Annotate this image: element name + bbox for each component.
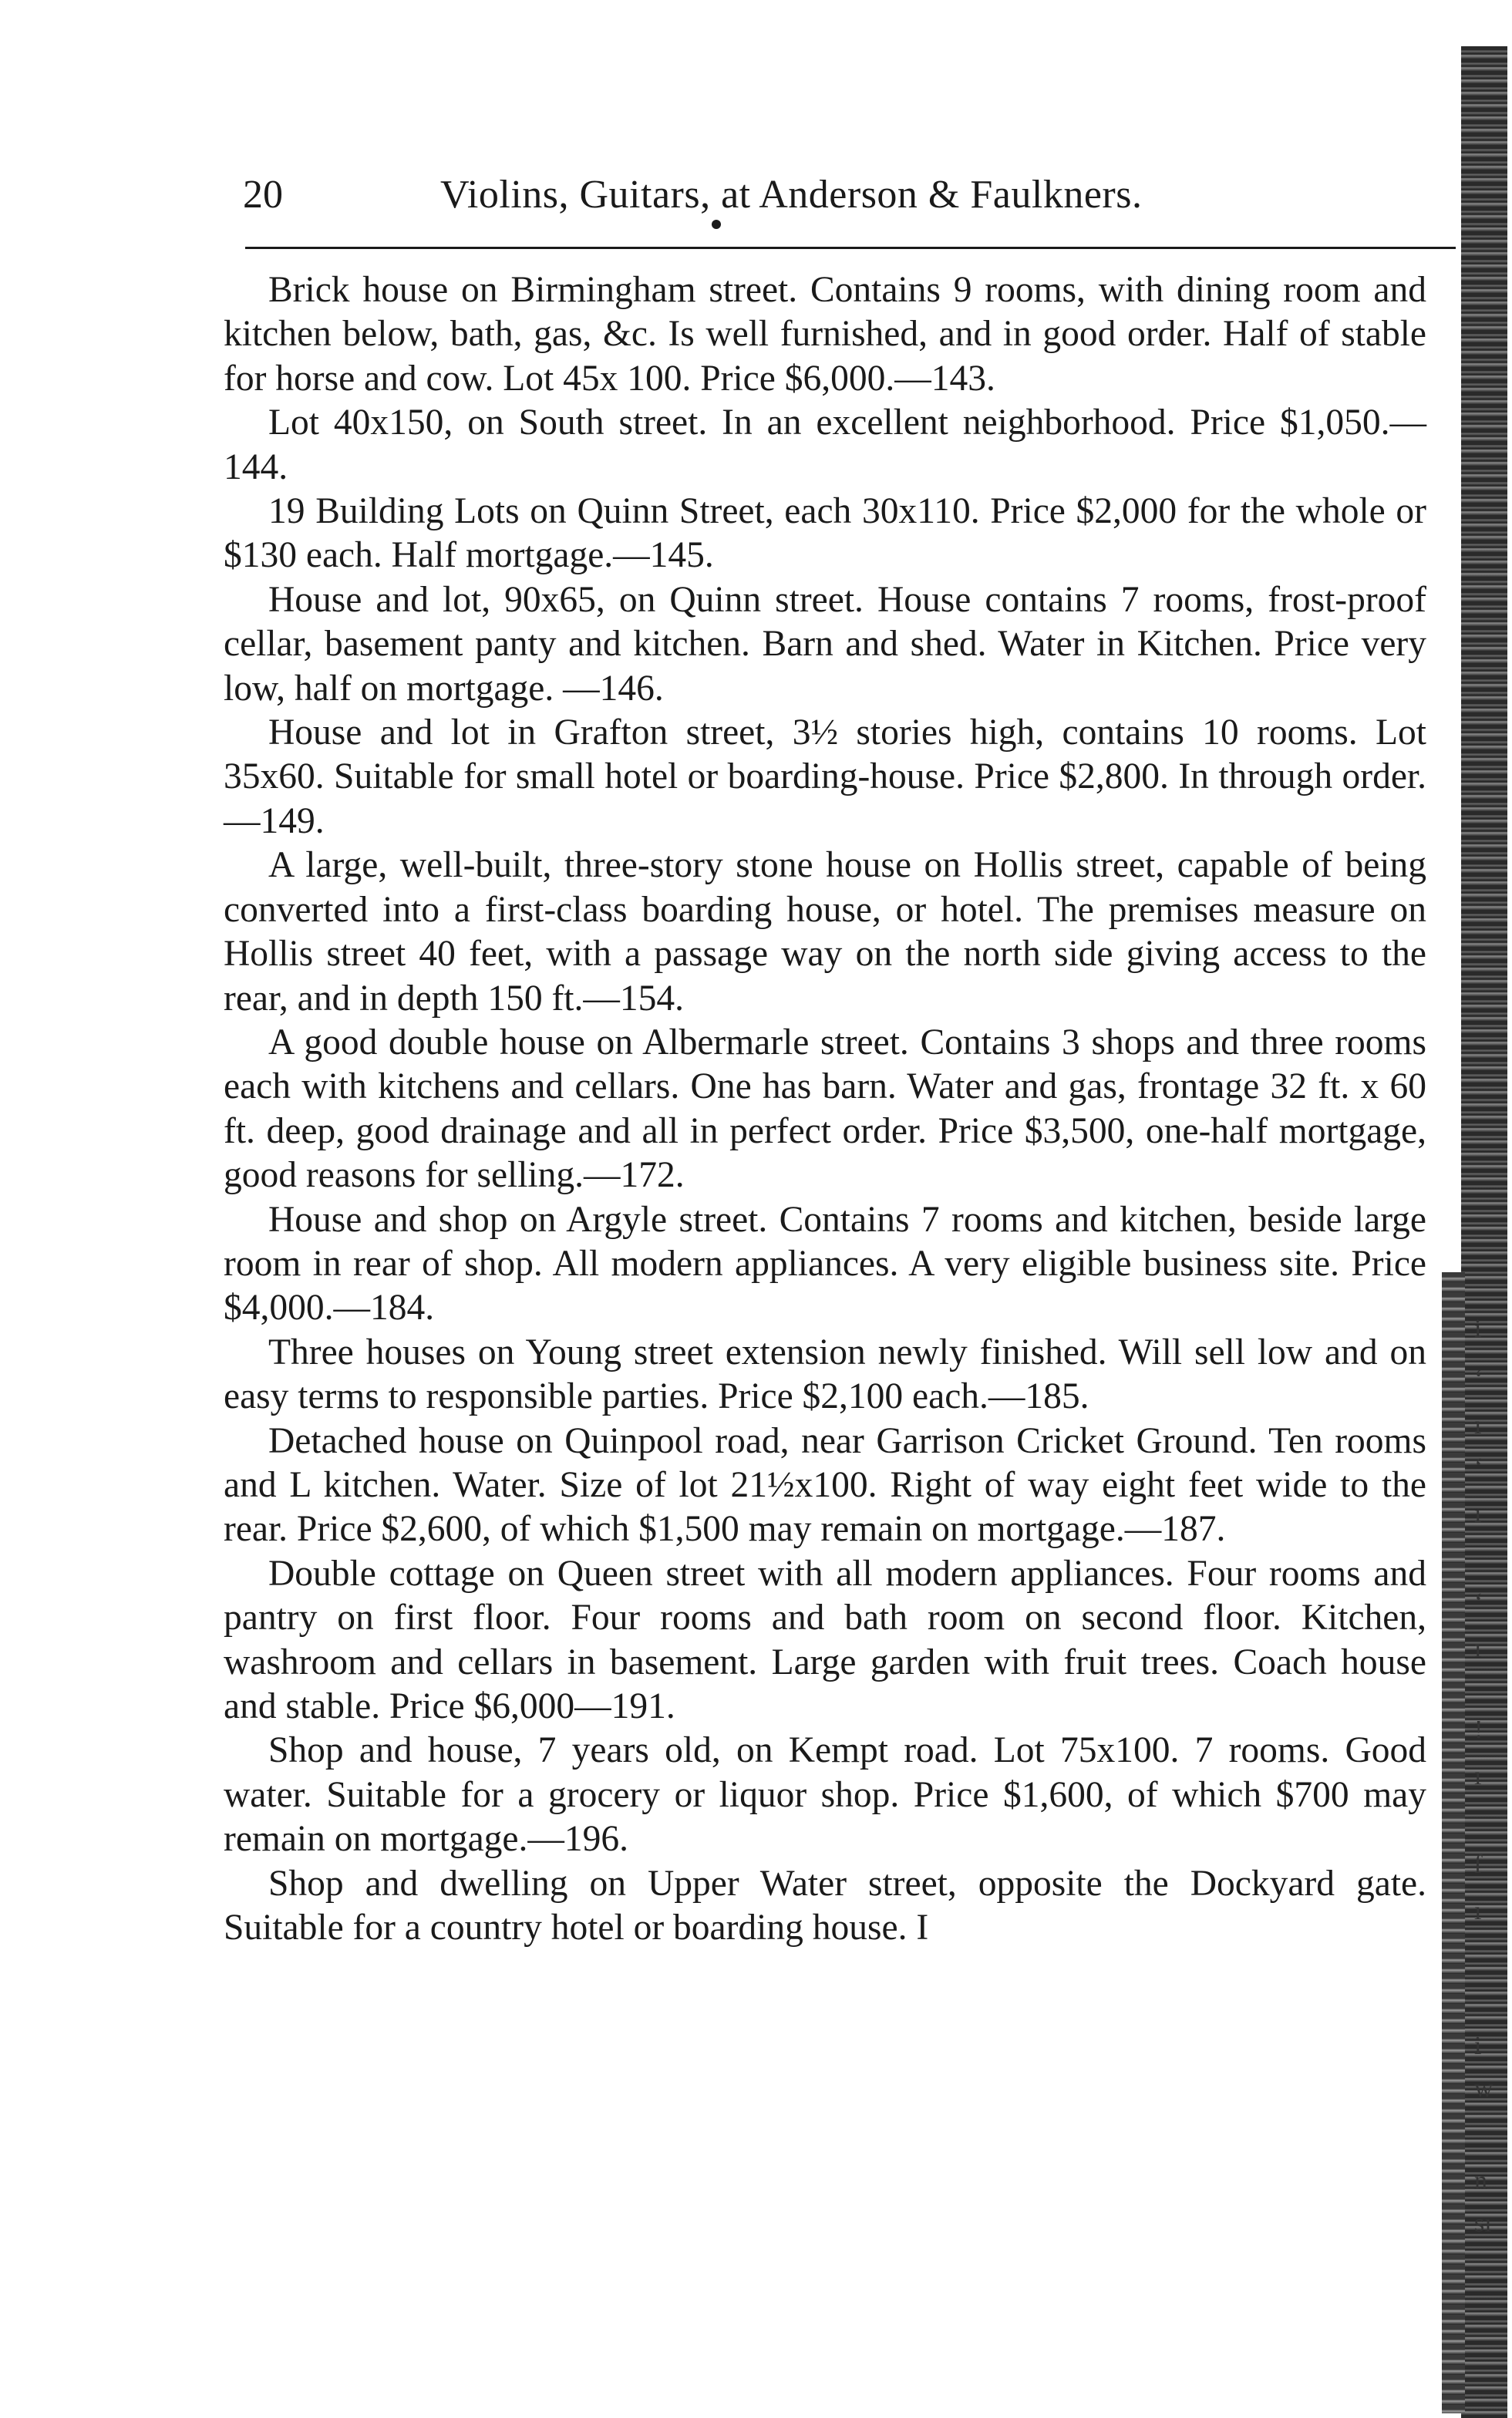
book-spine-shadow	[1461, 46, 1507, 2418]
margin-mark: ı	[1474, 1411, 1482, 1440]
listing-146: House and lot, 90x65, on Quinn street. House contains 7 rooms, frost-proof cellar, basement panty and kitchen. Barn and shed. Water in Kitchen. Price very low, half on mortgage. —146.	[224, 579, 1426, 709]
listing-187: Detached house on Quinpool road, near Garrison Cricket Ground. Ten rooms and L kitchen. Water. Size of lot 21½x100. Right of way eight feet wide to the rear. Price $2,600, of which $1,500 may remain on mortgage.—187.	[224, 1420, 1426, 1550]
listing-dockyard: Shop and dwelling on Upper Water street, opposite the Dockyard gate. Suitable for a country hotel or boarding house. I	[224, 1863, 1426, 1948]
margin-mark: w	[1474, 2074, 1493, 2103]
margin-mark: sı	[1474, 2209, 1492, 2238]
page-gutter-edge	[1442, 1272, 1465, 2413]
header-rule	[245, 247, 1456, 249]
listing-185: Three houses on Young street extension newly finished. Will sell low and on easy terms to responsible parties. Price $2,100 each.—185.	[224, 1332, 1426, 1417]
margin-mark: ı	[1474, 1500, 1482, 1528]
margin-mark: ſ	[1474, 1851, 1482, 1879]
listing-154: A large, well-built, three-story stone house on Hollis street, capable of being converted into a first-class boarding house, or hotel. The premises measure on Hollis street 40 feet, with a passage way on the north side giving access to the rear, and in depth 150 ft.—154.	[224, 845, 1426, 1019]
listing-143: Brick house on Birmingham street. Contains 9 rooms, with dining room and kitchen below, bath, gas, &c. Is well furnished, and in good order. Half of stable for horse and cow. Lot 45x 100. Price $6,000.—143.	[224, 270, 1426, 399]
margin-mark: ı	[1474, 1635, 1482, 1663]
listing-145: 19 Building Lots on Quinn Street, each 30x110. Price $2,000 for the whole or $130 each. Half mortgage.—145.	[224, 491, 1426, 576]
listing-144: Lot 40x150, on South street. In an excellent neighborhood. Price $1,050.—144.	[224, 402, 1426, 487]
page-number: 20	[243, 173, 283, 217]
margin-mark: i	[1474, 1315, 1482, 1343]
margin-mark: ‘	[1474, 1588, 1483, 1617]
margin-mark: !	[1474, 1716, 1483, 1744]
margin-mark: ‘	[1474, 1453, 1483, 1482]
listing-149: House and lot in Grafton street, 3½ stories high, contains 10 rooms. Lot 35x60. Suitable for small hotel or boarding-house. Price $2,800. In through order.—149.	[224, 712, 1426, 841]
listing-184: House and shop on Argyle street. Contains 7 rooms and kitchen, beside large room in rear of shop. All modern appliances. A very eligible business site. Price $4,000.—184.	[224, 1199, 1426, 1329]
listing-172: A good double house on Albermarle street. Contains 3 shops and three rooms each with kitchens and cellars. One has barn. Water and gas, frontage 32 ft. x 60 ft. deep, good drainage and all in perfect order. Price $3,500, one-half mortgage, good reasons for selling.—172.	[224, 1022, 1426, 1196]
margin-mark: ı	[1474, 1762, 1482, 1790]
margin-mark: i	[1474, 2032, 1482, 2060]
listing-191: Double cottage on Queen street with all modern appliances. Four rooms and pantry on first floor. Four rooms and bath room on second floor. Kitchen, washroom and cellars in basement. Large garden with fruit trees. Coach house and stable. Price $6,000—191.	[224, 1553, 1426, 1726]
listings-text	[224, 268, 1426, 1950]
page-header	[243, 168, 1461, 222]
margin-mark: ı	[1474, 1897, 1482, 1925]
margin-mark: ‘	[1474, 1365, 1483, 1393]
running-title: Violins, Guitars, at Anderson & Faulkners.	[440, 173, 1143, 217]
listing-196: Shop and house, 7 years old, on Kempt road. Lot 75x100. 7 rooms. Good water. Suitable for a grocery or liquor shop. Price $1,600, of which $700 may remain on mortgage.—196.	[224, 1730, 1426, 1860]
header-ornament	[712, 220, 721, 229]
margin-mark: n	[1474, 2167, 1487, 2195]
